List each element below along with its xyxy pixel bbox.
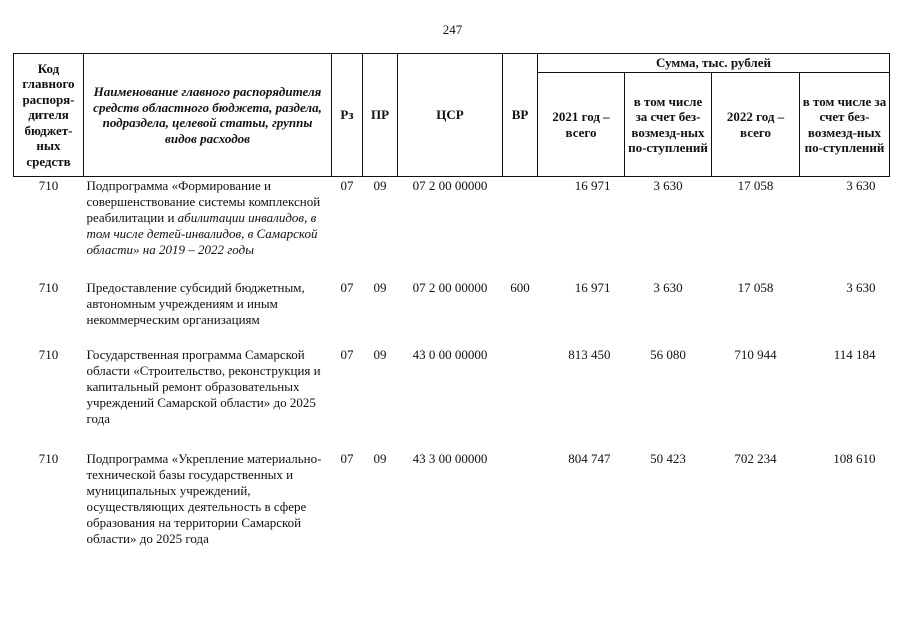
cell-pr: 09: [373, 347, 387, 362]
header-2021: 2021 год – всего: [538, 73, 625, 177]
cell-csr: 43 0 00 00000: [412, 347, 488, 362]
cell-2021: 813 450: [568, 347, 611, 362]
cell-rz: 07: [340, 347, 354, 362]
cell-2022: 17 058: [737, 178, 774, 193]
header-code: Код главного распоря-дителя бюджет-ных средств: [14, 54, 84, 177]
header-csr: ЦСР: [398, 54, 503, 177]
header-2022-free: в том числе за счет без-возмезд-ных по-ступлений: [800, 73, 890, 177]
cell-2022: 710 944: [734, 347, 777, 362]
cell-2021-free: 56 080: [650, 347, 686, 362]
cell-vr: [503, 347, 538, 451]
header-rz: Рз: [332, 54, 363, 177]
cell-2021-free: 3 630: [653, 178, 683, 193]
cell-2022: 17 058: [737, 280, 774, 295]
cell-code: 710: [38, 178, 59, 193]
cell-2021: 16 971: [574, 178, 611, 193]
cell-vr: 600: [510, 280, 530, 295]
cell-code: 710: [38, 451, 59, 466]
table-row: [14, 177, 890, 281]
cell-pr: 09: [373, 178, 387, 193]
cell-2021: 16 971: [574, 280, 611, 295]
cell-name: Государственная программа Самарской области «Строительство, реконструкция и капитальный ремонт образовательных учреждений Самарской области» до 2025 года: [86, 347, 321, 426]
table-row: [14, 280, 890, 347]
cell-rz: 07: [340, 280, 354, 295]
cell-name: Подпрограмма «Укрепление материально-технической базы государственных и муниципальных учреждений, осуществляющих деятельность в сфере образования на территории Самарской области» до 2025 года: [86, 451, 322, 546]
header-2021-free: в том числе за счет без-возмезд-ных по-ступлений: [625, 73, 712, 177]
cell-name: Предоставление субсидий бюджетным, автономным учреждениям и иным некоммерческим организациям: [86, 280, 305, 327]
cell-2021-free: 3 630: [653, 280, 683, 295]
header-row-1: [14, 54, 890, 73]
cell-name: Подпрограмма «Формирование и совершенствование системы комплексной реабилитации и абилитации инвалидов, в том числе детей-инвалидов, в Самарской области» на 2019 – 2022 годы: [86, 178, 321, 257]
cell-2022-free: 114 184: [833, 347, 876, 362]
cell-pr: 09: [373, 451, 387, 466]
cell-csr: 43 3 00 00000: [412, 451, 488, 466]
header-sum: Сумма, тыс. рублей: [538, 54, 890, 73]
cell-2022: 702 234: [734, 451, 777, 466]
cell-2021: 804 747: [568, 451, 611, 466]
cell-2022-free: 3 630: [846, 280, 876, 295]
cell-2022-free: 3 630: [846, 178, 876, 193]
page-number: 247: [442, 22, 463, 37]
cell-vr: [503, 451, 538, 571]
cell-rz: 07: [340, 451, 354, 466]
cell-rz: 07: [340, 178, 354, 193]
header-vr: ВР: [503, 54, 538, 177]
cell-2022-free: 108 610: [833, 451, 876, 466]
header-pr: ПР: [363, 54, 398, 177]
cell-csr: 07 2 00 00000: [412, 178, 488, 193]
cell-csr: 07 2 00 00000: [412, 280, 488, 295]
header-2022: 2022 год – всего: [712, 73, 800, 177]
table-row: [14, 347, 890, 451]
budget-table: [13, 53, 890, 571]
cell-vr: [503, 177, 538, 281]
cell-2021-free: 50 423: [650, 451, 686, 466]
cell-pr: 09: [373, 280, 387, 295]
table-row: [14, 451, 890, 571]
cell-code: 710: [38, 347, 59, 362]
header-name: Наименование главного распорядителя средств областного бюджета, раздела, подраздела, целевой статьи, группы видов расходов: [84, 54, 332, 177]
cell-code: 710: [38, 280, 59, 295]
